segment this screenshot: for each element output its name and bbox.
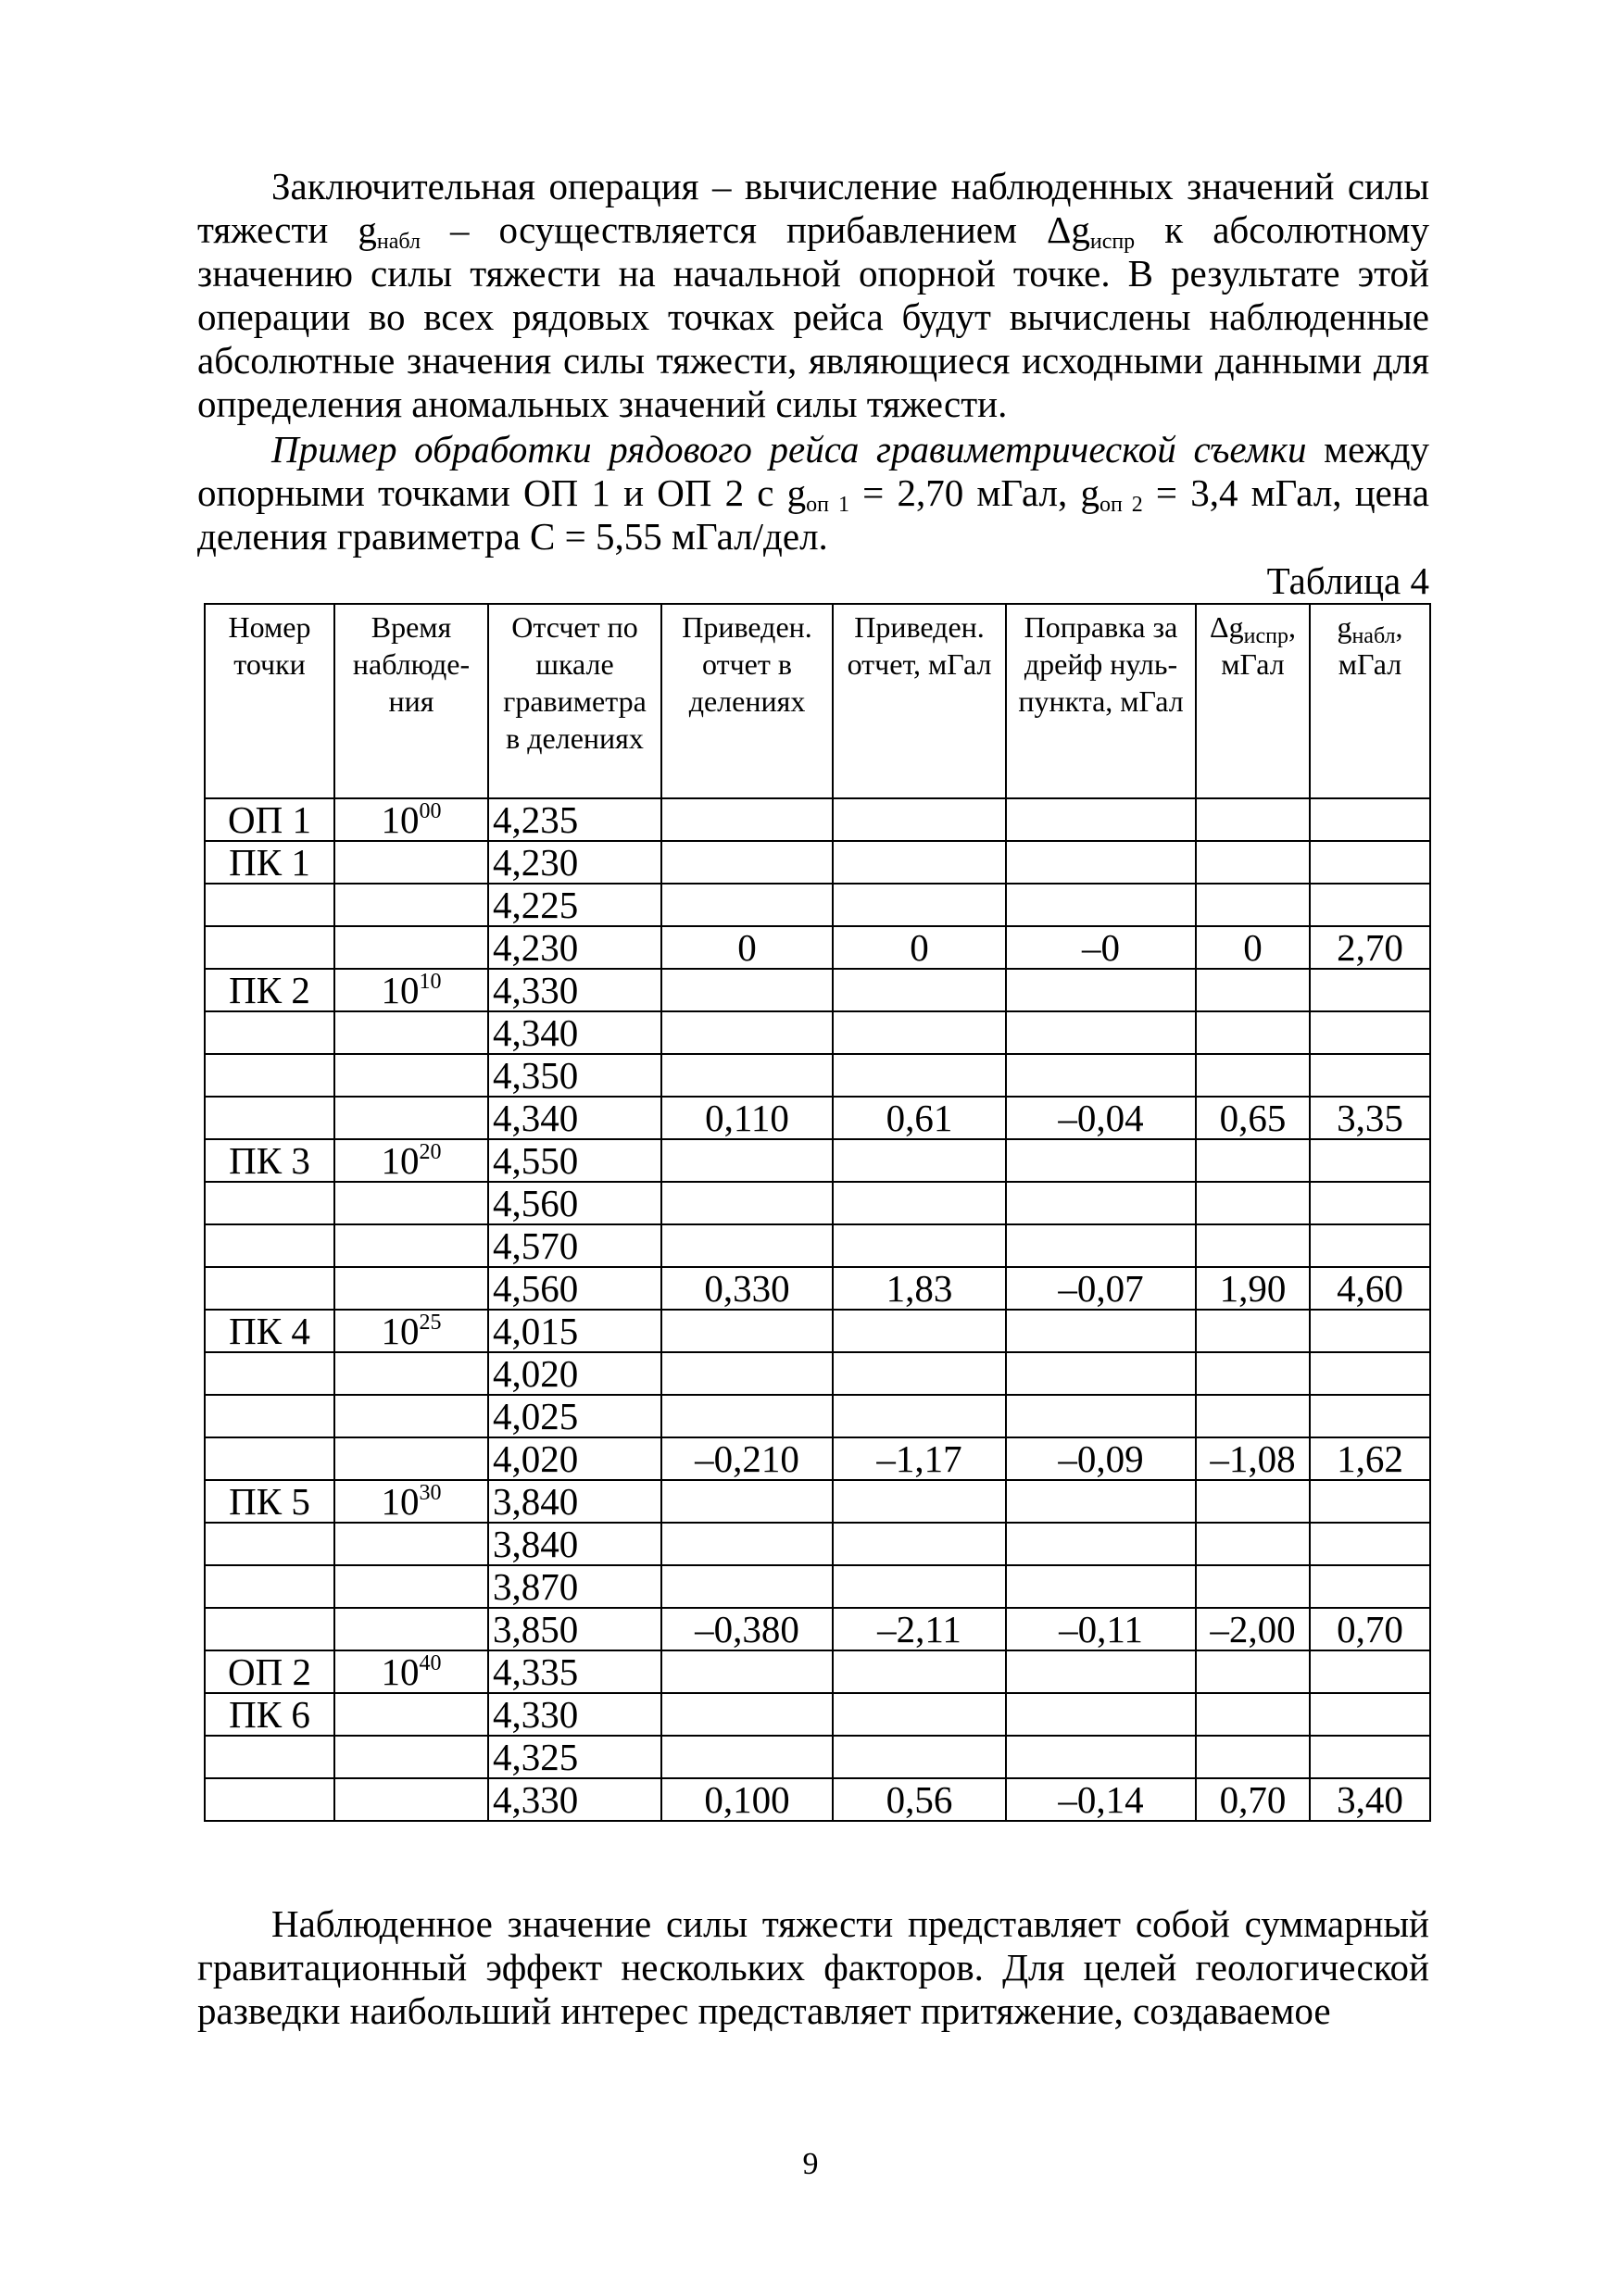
cell-drift: –0,07 (1006, 1267, 1196, 1310)
cell-drift: –0 (1006, 926, 1196, 969)
cell-reduced-mgal (833, 1693, 1006, 1736)
paragraph2-italic: Пример обработки рядового рейса гравиметрической съемки (271, 428, 1307, 470)
paragraph2-subscript-2: оп 2 (1099, 493, 1143, 517)
cell-reading: 4,350 (488, 1054, 661, 1097)
table-row (205, 1224, 1430, 1267)
cell-reduced-divisions (661, 798, 833, 841)
cell-time (334, 1182, 488, 1224)
time-minutes: 20 (419, 1140, 442, 1164)
cell-drift (1006, 841, 1196, 884)
cell-reduced-divisions: 0,110 (661, 1097, 833, 1139)
header-delta-g (1196, 604, 1310, 798)
table-row (205, 969, 1430, 1011)
cell-reduced-mgal (833, 1480, 1006, 1523)
cell-drift (1006, 1650, 1196, 1693)
cell-point (205, 1778, 334, 1821)
cell-time (334, 1437, 488, 1480)
cell-time (334, 1650, 488, 1693)
cell-time (334, 1565, 488, 1608)
table-row (205, 1139, 1430, 1182)
cell-reading: 4,015 (488, 1310, 661, 1352)
cell-reduced-mgal (833, 1352, 1006, 1395)
time-hours: 10 (381, 1139, 420, 1182)
cell-delta-g (1196, 1310, 1310, 1352)
cell-reduced-divisions (661, 1224, 833, 1267)
cell-reduced-mgal (833, 1054, 1006, 1097)
cell-time (334, 1395, 488, 1437)
cell-delta-g: 0 (1196, 926, 1310, 969)
cell-g-observed (1310, 1182, 1430, 1224)
cell-drift: –0,04 (1006, 1097, 1196, 1139)
table-caption: Таблица 4 (1266, 559, 1429, 602)
table-row (205, 1778, 1430, 1821)
time-minutes: 10 (419, 970, 442, 994)
paragraph2-text-1: между опорными точками ОП 1 и ОП 2 с g (197, 428, 1429, 514)
cell-reduced-mgal (833, 1565, 1006, 1608)
cell-drift (1006, 1480, 1196, 1523)
cell-delta-g (1196, 1054, 1310, 1097)
cell-reading: 4,230 (488, 841, 661, 884)
table-row (205, 1054, 1430, 1097)
cell-reduced-divisions (661, 1523, 833, 1565)
paragraph-observed-gravity (197, 1902, 1429, 2033)
cell-g-observed (1310, 884, 1430, 926)
cell-point (205, 926, 334, 969)
table-row (205, 1693, 1430, 1736)
cell-drift (1006, 1523, 1196, 1565)
cell-reduced-mgal (833, 841, 1006, 884)
table-row (205, 1097, 1430, 1139)
cell-reduced-mgal: 0,61 (833, 1097, 1006, 1139)
cell-point (205, 1097, 334, 1139)
cell-time (334, 1097, 488, 1139)
cell-reading: 3,870 (488, 1565, 661, 1608)
paragraph2-subscript-1: оп 1 (806, 493, 849, 517)
table-row (205, 1352, 1430, 1395)
cell-time (334, 841, 488, 884)
cell-time (334, 1011, 488, 1054)
cell-time (334, 1523, 488, 1565)
cell-drift (1006, 1736, 1196, 1778)
paragraph2-text-3: = 3,4 мГал, цена деления гравиметра С = 5,55 мГал/дел. (197, 471, 1430, 558)
cell-reduced-mgal (833, 969, 1006, 1011)
cell-drift (1006, 969, 1196, 1011)
data-table (204, 603, 1431, 1822)
table-body (205, 798, 1430, 1821)
cell-drift (1006, 1693, 1196, 1736)
paragraph1-subscript-2: испр (1089, 230, 1136, 254)
cell-reading: 3,840 (488, 1523, 661, 1565)
cell-delta-g (1196, 841, 1310, 884)
cell-reduced-divisions: 0 (661, 926, 833, 969)
cell-point (205, 1736, 334, 1778)
paragraph1-text-2: – осуществляется прибавлением Δg (420, 208, 1090, 251)
header-drift-correction: Поправка за дрейф нуль- пункта, мГал (1006, 604, 1196, 798)
cell-reading: 3,850 (488, 1608, 661, 1650)
cell-delta-g (1196, 1011, 1310, 1054)
cell-point (205, 1395, 334, 1437)
time-hours: 10 (381, 969, 420, 1011)
table-row (205, 1480, 1430, 1523)
table-row (205, 1736, 1430, 1778)
cell-point: ОП 1 (205, 798, 334, 841)
cell-reduced-divisions: –0,210 (661, 1437, 833, 1480)
cell-g-observed (1310, 969, 1430, 1011)
cell-point (205, 1352, 334, 1395)
cell-time (334, 1224, 488, 1267)
header-reduced-divisions: Приведен. отчет в делениях (661, 604, 833, 798)
cell-time (334, 1736, 488, 1778)
table-row (205, 1523, 1430, 1565)
cell-reduced-divisions (661, 1352, 833, 1395)
paragraph1-subscript-1: набл (376, 230, 421, 254)
cell-delta-g: 0,70 (1196, 1778, 1310, 1821)
cell-reduced-divisions (661, 1395, 833, 1437)
cell-delta-g (1196, 1139, 1310, 1182)
table-row (205, 1011, 1430, 1054)
cell-reading: 4,550 (488, 1139, 661, 1182)
table-header-row (205, 604, 1430, 798)
cell-g-observed (1310, 1650, 1430, 1693)
cell-reading: 4,340 (488, 1097, 661, 1139)
cell-reduced-divisions (661, 1182, 833, 1224)
cell-g-observed (1310, 1054, 1430, 1097)
cell-time (334, 1352, 488, 1395)
cell-reduced-divisions (661, 1650, 833, 1693)
cell-reduced-mgal (833, 884, 1006, 926)
cell-reduced-mgal (833, 1310, 1006, 1352)
time-hours: 10 (381, 1310, 420, 1352)
cell-reduced-mgal: –2,11 (833, 1608, 1006, 1650)
cell-point: ПК 2 (205, 969, 334, 1011)
cell-reduced-mgal (833, 1736, 1006, 1778)
cell-drift (1006, 1054, 1196, 1097)
cell-reduced-mgal (833, 1523, 1006, 1565)
cell-delta-g: –2,00 (1196, 1608, 1310, 1650)
cell-g-observed (1310, 1224, 1430, 1267)
cell-g-observed: 3,40 (1310, 1778, 1430, 1821)
cell-reading: 4,570 (488, 1224, 661, 1267)
paragraph1-text-3: к абсолютному значению силы тяжести на начальной опорной точке. В результате этой операции во всех рядовых точках рейса будут вычислены наблюденные абсолютные значения силы тяжести, являющиеся исходными данными для определения аномальных значений силы тяжести. (197, 208, 1429, 425)
cell-reading: 4,225 (488, 884, 661, 926)
cell-reduced-divisions: 0,100 (661, 1778, 833, 1821)
header-g-main: g (1337, 610, 1352, 644)
cell-delta-g (1196, 1352, 1310, 1395)
cell-reading: 3,840 (488, 1480, 661, 1523)
cell-point (205, 1224, 334, 1267)
cell-delta-g (1196, 798, 1310, 841)
cell-reduced-divisions (661, 1736, 833, 1778)
paragraph3-text: Наблюденное значение силы тяжести представляет собой суммарный гравитационный эффект нескольких факторов. Для целей геологической разведки наибольший интерес представляет притяжение, создаваемое (197, 1902, 1429, 2032)
cell-time (334, 1693, 488, 1736)
cell-reduced-mgal (833, 798, 1006, 841)
header-delta-g-tail: , мГал (1221, 610, 1296, 681)
header-g-tail: , мГал (1338, 610, 1403, 681)
table-row (205, 1395, 1430, 1437)
time-minutes: 25 (419, 1311, 442, 1335)
cell-reduced-mgal: –1,17 (833, 1437, 1006, 1480)
table-row (205, 1565, 1430, 1608)
cell-g-observed (1310, 1736, 1430, 1778)
cell-reduced-divisions (661, 1480, 833, 1523)
time-minutes: 40 (419, 1651, 442, 1675)
table-row (205, 1437, 1430, 1480)
page-number: 9 (802, 2147, 819, 2181)
cell-point (205, 1565, 334, 1608)
cell-time (334, 798, 488, 841)
cell-delta-g (1196, 1650, 1310, 1693)
cell-reading: 4,560 (488, 1182, 661, 1224)
cell-drift (1006, 1352, 1196, 1395)
cell-delta-g (1196, 969, 1310, 1011)
cell-delta-g (1196, 1565, 1310, 1608)
table-row (205, 884, 1430, 926)
cell-time (334, 926, 488, 969)
header-time: Время наблюде- ния (334, 604, 488, 798)
cell-reduced-divisions (661, 1693, 833, 1736)
cell-reduced-mgal: 1,83 (833, 1267, 1006, 1310)
cell-reduced-mgal (833, 1650, 1006, 1693)
cell-reading: 4,330 (488, 1693, 661, 1736)
cell-time (334, 884, 488, 926)
cell-reduced-mgal: 0,56 (833, 1778, 1006, 1821)
time-minutes: 00 (419, 799, 442, 823)
cell-reduced-divisions (661, 969, 833, 1011)
cell-time (334, 1778, 488, 1821)
cell-g-observed (1310, 1310, 1430, 1352)
cell-g-observed (1310, 841, 1430, 884)
time-hours: 10 (381, 1480, 420, 1523)
cell-time (334, 1054, 488, 1097)
cell-point (205, 1437, 334, 1480)
cell-g-observed (1310, 1011, 1430, 1054)
cell-reading: 4,330 (488, 1778, 661, 1821)
paragraph-final-operation (197, 165, 1429, 426)
table-row (205, 1650, 1430, 1693)
cell-reduced-divisions: –0,380 (661, 1608, 833, 1650)
cell-g-observed: 3,35 (1310, 1097, 1430, 1139)
time-minutes: 30 (419, 1481, 442, 1505)
cell-delta-g: 1,90 (1196, 1267, 1310, 1310)
table-row (205, 1267, 1430, 1310)
cell-reduced-divisions (661, 1310, 833, 1352)
cell-reduced-mgal (833, 1011, 1006, 1054)
cell-point: ПК 4 (205, 1310, 334, 1352)
cell-reading: 4,340 (488, 1011, 661, 1054)
table-row (205, 1310, 1430, 1352)
cell-reduced-divisions (661, 884, 833, 926)
cell-point (205, 1267, 334, 1310)
cell-point: ПК 6 (205, 1693, 334, 1736)
cell-g-observed: 1,62 (1310, 1437, 1430, 1480)
header-delta-g-main: Δg (1210, 610, 1244, 644)
cell-drift: –0,09 (1006, 1437, 1196, 1480)
cell-point: ПК 3 (205, 1139, 334, 1182)
cell-g-observed (1310, 1480, 1430, 1523)
cell-g-observed (1310, 1523, 1430, 1565)
cell-reduced-divisions (661, 1054, 833, 1097)
cell-drift (1006, 1139, 1196, 1182)
cell-drift (1006, 1224, 1196, 1267)
cell-delta-g: –1,08 (1196, 1437, 1310, 1480)
header-point: Номер точки (205, 604, 334, 798)
cell-point (205, 884, 334, 926)
cell-delta-g (1196, 1480, 1310, 1523)
cell-point: ОП 2 (205, 1650, 334, 1693)
cell-drift (1006, 1182, 1196, 1224)
cell-delta-g (1196, 1693, 1310, 1736)
header-g-sub: набл (1351, 624, 1396, 648)
header-delta-g-sub: испр (1243, 624, 1288, 648)
cell-drift (1006, 798, 1196, 841)
cell-drift (1006, 1395, 1196, 1437)
time-hours: 10 (381, 798, 420, 841)
table-row (205, 841, 1430, 884)
cell-g-observed: 4,60 (1310, 1267, 1430, 1310)
table-row (205, 926, 1430, 969)
header-reading: Отсчет по шкале гравиметра в делениях (488, 604, 661, 798)
cell-reduced-divisions (661, 1139, 833, 1182)
cell-reduced-divisions (661, 841, 833, 884)
cell-time (334, 1310, 488, 1352)
table-row (205, 798, 1430, 841)
cell-delta-g: 0,65 (1196, 1097, 1310, 1139)
header-g-observed (1310, 604, 1430, 798)
cell-drift: –0,14 (1006, 1778, 1196, 1821)
cell-g-observed: 2,70 (1310, 926, 1430, 969)
cell-delta-g (1196, 1182, 1310, 1224)
cell-point: ПК 5 (205, 1480, 334, 1523)
cell-reduced-mgal (833, 1395, 1006, 1437)
cell-point (205, 1182, 334, 1224)
cell-point (205, 1054, 334, 1097)
cell-reading: 4,325 (488, 1736, 661, 1778)
cell-point (205, 1523, 334, 1565)
cell-drift (1006, 1011, 1196, 1054)
paragraph2-text-2: = 2,70 мГал, g (848, 471, 1100, 514)
cell-drift (1006, 1565, 1196, 1608)
cell-reduced-mgal (833, 1182, 1006, 1224)
cell-reduced-divisions: 0,330 (661, 1267, 833, 1310)
cell-reduced-mgal (833, 1139, 1006, 1182)
table-row (205, 1182, 1430, 1224)
cell-reading: 4,020 (488, 1352, 661, 1395)
cell-g-observed (1310, 1352, 1430, 1395)
cell-point (205, 1608, 334, 1650)
cell-reduced-mgal (833, 1224, 1006, 1267)
cell-g-observed (1310, 798, 1430, 841)
cell-reduced-mgal: 0 (833, 926, 1006, 969)
cell-g-observed (1310, 1693, 1430, 1736)
cell-g-observed (1310, 1139, 1430, 1182)
paragraph1-text-1: Заключительная операция – вычисление наблюденных значений силы тяжести g (197, 165, 1429, 251)
cell-reading: 4,020 (488, 1437, 661, 1480)
cell-reading: 4,025 (488, 1395, 661, 1437)
cell-drift (1006, 1310, 1196, 1352)
cell-delta-g (1196, 1224, 1310, 1267)
cell-time (334, 1139, 488, 1182)
cell-time (334, 1480, 488, 1523)
cell-reading: 4,330 (488, 969, 661, 1011)
cell-drift (1006, 884, 1196, 926)
cell-g-observed: 0,70 (1310, 1608, 1430, 1650)
time-hours: 10 (381, 1650, 420, 1693)
cell-delta-g (1196, 884, 1310, 926)
cell-drift: –0,11 (1006, 1608, 1196, 1650)
cell-point: ПК 1 (205, 841, 334, 884)
cell-delta-g (1196, 1395, 1310, 1437)
cell-time (334, 969, 488, 1011)
cell-reduced-divisions (661, 1565, 833, 1608)
cell-point (205, 1011, 334, 1054)
cell-g-observed (1310, 1395, 1430, 1437)
cell-delta-g (1196, 1736, 1310, 1778)
cell-time (334, 1267, 488, 1310)
cell-g-observed (1310, 1565, 1430, 1608)
cell-reading: 4,235 (488, 798, 661, 841)
table-row (205, 1608, 1430, 1650)
cell-reading: 4,335 (488, 1650, 661, 1693)
cell-time (334, 1608, 488, 1650)
cell-reading: 4,560 (488, 1267, 661, 1310)
cell-delta-g (1196, 1523, 1310, 1565)
cell-reduced-divisions (661, 1011, 833, 1054)
paragraph-example (197, 428, 1429, 558)
cell-reading: 4,230 (488, 926, 661, 969)
header-reduced-mgal: Приведен. отчет, мГал (833, 604, 1006, 798)
